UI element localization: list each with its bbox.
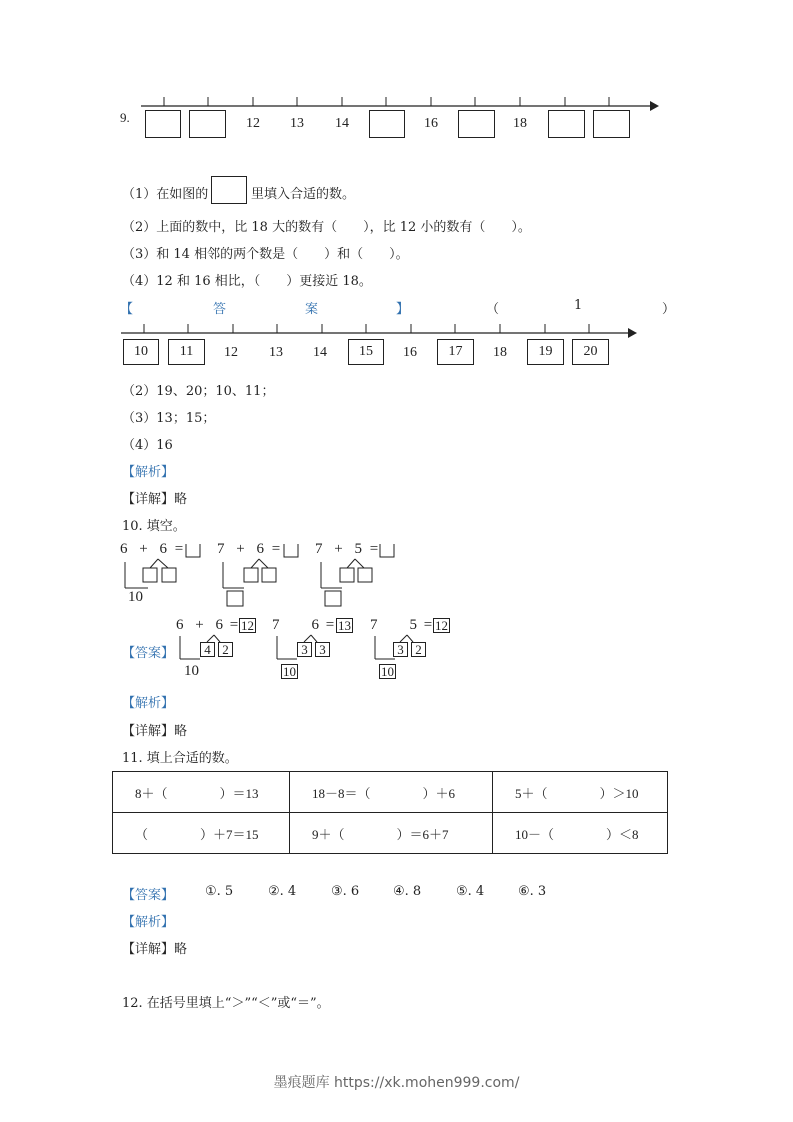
q9-sub4: （4）12 和 16 相比，（ ）更接近 18。 <box>122 274 372 289</box>
table-row <box>113 813 668 854</box>
q10-p2-eq: = <box>271 541 281 557</box>
q11-title: 11. 填上合适的数。 <box>122 751 238 766</box>
q9-answer-paren-open: （ <box>486 302 500 317</box>
q10-a1-split-1: 4 <box>200 642 215 657</box>
q11-cell-2-1[interactable]: （ ）＋7＝15 <box>113 813 290 854</box>
q10-a2-b: 6 <box>311 617 319 633</box>
q9-answer-paren-close: ） <box>662 302 676 317</box>
q10-problem-1-ten: 10 <box>128 589 143 605</box>
q10-a1-a: 6 <box>176 617 184 633</box>
q10-p2-op: + <box>236 541 245 557</box>
q9-answer-2: （2）19、20；10、11； <box>122 384 275 399</box>
q10-a1-b: 6 <box>215 617 223 633</box>
q9-answer-4: （4）16 <box>122 438 173 453</box>
q9-blank-box-5[interactable] <box>548 110 585 138</box>
q10-a2-split-1: 3 <box>297 642 312 657</box>
q10-problem-2-diagram <box>220 540 310 610</box>
q11-answer-label: 【答案】 <box>122 888 175 903</box>
q9-answer-box-19: 19 <box>527 339 564 365</box>
q9-answer-part-number: 1 <box>574 298 583 313</box>
q9-answer-label-14: 14 <box>313 345 327 360</box>
q10-a3-split-2: 2 <box>411 642 426 657</box>
q10-a3-split-1: 3 <box>393 642 408 657</box>
q9-answer-label-18: 18 <box>493 345 507 360</box>
q10-p2-b: 6 <box>256 541 264 557</box>
q10-analysis-label: 【解析】 <box>122 696 175 711</box>
q9-sub1-suffix: 里填入合适的数。 <box>251 187 356 202</box>
q10-a2-split-2: 3 <box>315 642 330 657</box>
q10-a3-eq: = <box>423 617 433 633</box>
q12-title: 12. 在括号里填上“＞”“＜”或“＝”。 <box>122 996 330 1011</box>
q9-answer-box-20: 20 <box>572 339 609 365</box>
q10-answer-label: 【答案】 <box>122 646 175 661</box>
q10-a3-result: 12 <box>435 618 448 633</box>
q10-a1-ten: 10 <box>184 663 199 679</box>
q9-label-13: 13 <box>290 116 304 131</box>
q11-cell-2-3[interactable]: 10－（ ）＜8 <box>493 813 668 854</box>
q9-blank-box-2[interactable] <box>189 110 226 138</box>
q9-blank-box-6[interactable] <box>593 110 630 138</box>
q11-detail: 【详解】略 <box>122 942 188 957</box>
q9-answer-box-11: 11 <box>168 339 205 365</box>
q11-answer-6: ⑥. 3 <box>518 884 547 899</box>
q10-p3-a: 7 <box>315 541 323 557</box>
q10-a2-result: 13 <box>338 618 351 633</box>
q11-cell-1-3[interactable]: 5＋（ ）＞10 <box>493 772 668 813</box>
q9-label-18: 18 <box>513 116 527 131</box>
q10-a1-eq: = <box>229 617 239 633</box>
q11-table <box>112 771 668 854</box>
q10-p3-op: + <box>334 541 343 557</box>
q9-answer-label-16: 16 <box>403 345 417 360</box>
q10-a3-a: 7 <box>370 617 378 633</box>
q9-answer-box-17: 17 <box>437 339 474 365</box>
q9-detail: 【详解】略 <box>122 492 188 507</box>
q11-analysis-label: 【解析】 <box>122 915 175 930</box>
q11-answer-3: ③. 6 <box>331 884 360 899</box>
q10-p3-b: 5 <box>354 541 362 557</box>
q9-answer-3: （3）13；15； <box>122 411 216 426</box>
q9-answer-number-line <box>118 321 640 341</box>
q10-p1-op: + <box>139 541 148 557</box>
q11-cell-1-2[interactable]: 18－8＝（ ）＋6 <box>290 772 493 813</box>
q9-answer-box-10: 10 <box>123 339 159 365</box>
q11-answer-4: ④. 8 <box>393 884 422 899</box>
q9-answer-bracket-close: 】 <box>396 302 410 317</box>
q10-a2-eq: = <box>325 617 335 633</box>
q9-answer-label-13: 13 <box>269 345 283 360</box>
q10-a1-split-2: 2 <box>218 642 233 657</box>
q10-a1-op: + <box>195 617 204 633</box>
q9-blank-box-4[interactable] <box>458 110 495 138</box>
table-row <box>113 772 668 813</box>
q9-label-14: 14 <box>335 116 349 131</box>
q10-a3-b: 5 <box>409 617 417 633</box>
q10-p3-eq: = <box>369 541 379 557</box>
q9-sub2: （2）上面的数中，比 18 大的数有（ ），比 12 小的数有（ ）。 <box>122 220 531 235</box>
q10-a1-result: 12 <box>241 618 254 633</box>
q9-analysis-label: 【解析】 <box>122 465 175 480</box>
q10-a2-a: 7 <box>272 617 280 633</box>
q9-answer-char-2: 案 <box>305 302 319 317</box>
q9-blank-box-3[interactable] <box>369 110 405 138</box>
q11-answer-2: ②. 4 <box>268 884 297 899</box>
q9-answer-bracket-open: 【 <box>120 302 134 317</box>
q10-a3-ten: 10 <box>381 664 394 679</box>
q9-sub1-prefix: （1）在如图的 <box>122 187 209 202</box>
footer-watermark: 墨痕题库 https://xk.mohen999.com/ <box>273 1075 520 1091</box>
q9-sub3: （3）和 14 相邻的两个数是（ ）和（ ）。 <box>122 247 409 262</box>
q10-p1-eq: = <box>174 541 184 557</box>
q9-label-16: 16 <box>424 116 438 131</box>
q9-answer-char-1: 答 <box>213 302 227 317</box>
q10-p1-b: 6 <box>159 541 167 557</box>
q10-title: 10. 填空。 <box>122 519 186 534</box>
q11-answer-1: ①. 5 <box>205 884 234 899</box>
q10-problem-3-diagram <box>318 540 408 610</box>
q9-answer-label-12: 12 <box>224 345 238 360</box>
q10-p2-a: 7 <box>217 541 225 557</box>
q10-p1-a: 6 <box>120 541 128 557</box>
q9-number: 9. <box>120 110 130 125</box>
q11-cell-1-1[interactable]: 8＋（ ）＝13 <box>113 772 290 813</box>
q11-answer-5: ⑤. 4 <box>456 884 485 899</box>
q9-label-12: 12 <box>246 116 260 131</box>
q9-blank-box-1[interactable] <box>145 110 181 138</box>
q11-cell-2-2[interactable]: 9＋（ ）＝6＋7 <box>290 813 493 854</box>
q10-a2-ten: 10 <box>283 664 296 679</box>
q9-sub1-inline-box <box>211 176 247 204</box>
q9-answer-box-15: 15 <box>348 339 384 365</box>
q10-detail: 【详解】略 <box>122 724 188 739</box>
